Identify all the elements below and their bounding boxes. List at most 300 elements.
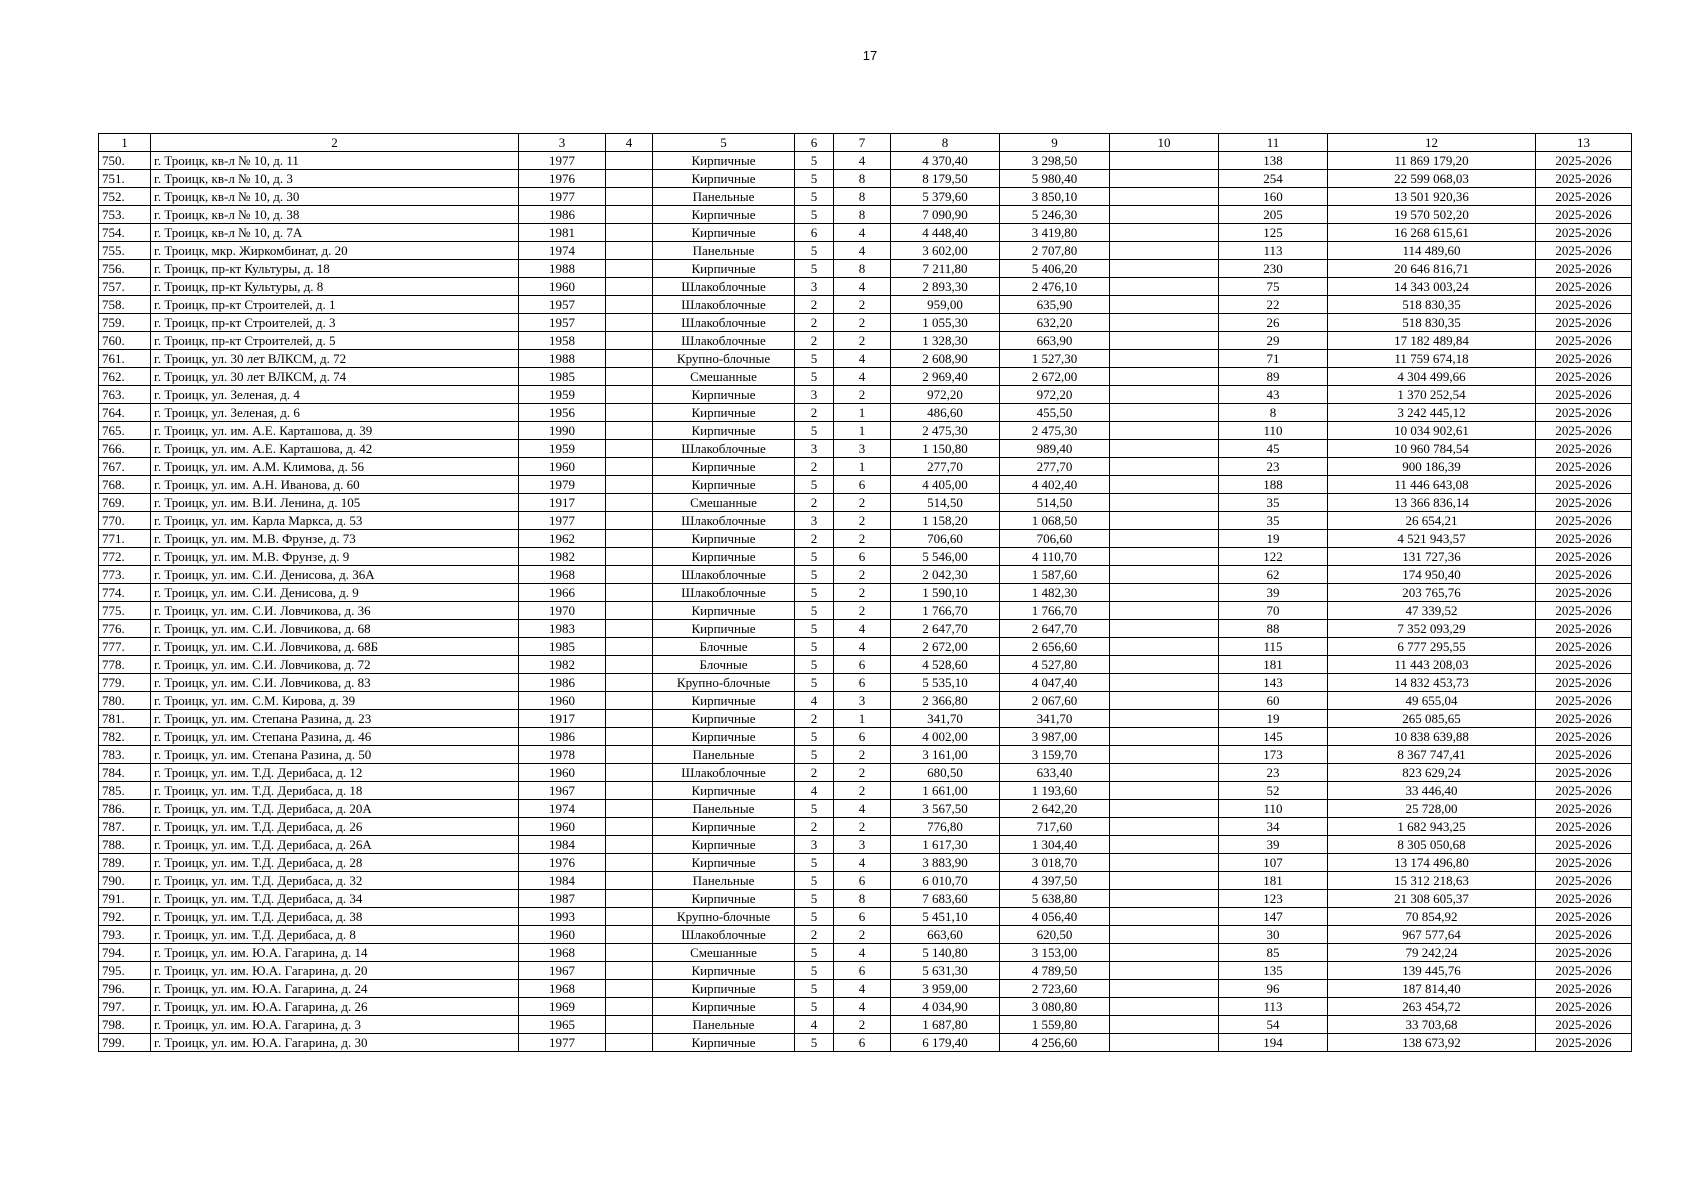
col-4-cell: [606, 494, 653, 512]
wall-material-cell: Шлакоблочные: [653, 314, 795, 332]
cost-cell: 10 960 784,54: [1328, 440, 1536, 458]
living-area-cell: 2 642,20: [1000, 800, 1110, 818]
wall-material-cell: Шлакоблочные: [653, 764, 795, 782]
col-4-cell: [606, 1034, 653, 1052]
floors-cell: 2: [795, 926, 834, 944]
entrances-cell: 2: [834, 746, 891, 764]
table-row: [99, 638, 1632, 656]
table-row: [99, 728, 1632, 746]
wall-material-cell: Панельные: [653, 188, 795, 206]
total-area-cell: 680,50: [891, 764, 1000, 782]
floors-cell: 3: [795, 836, 834, 854]
cost-cell: 21 308 605,37: [1328, 890, 1536, 908]
total-area-cell: 5 535,10: [891, 674, 1000, 692]
cost-cell: 7 352 093,29: [1328, 620, 1536, 638]
year-built-cell: 1960: [519, 818, 606, 836]
total-area-cell: 1 328,30: [891, 332, 1000, 350]
col-4-cell: [606, 386, 653, 404]
col-4-cell: [606, 314, 653, 332]
table-row: [99, 620, 1632, 638]
row-number-cell: 774.: [99, 584, 151, 602]
cost-cell: 11 443 208,03: [1328, 656, 1536, 674]
floors-cell: 5: [795, 962, 834, 980]
year-built-cell: 1974: [519, 242, 606, 260]
address-cell: г. Троицк, пр-кт Строителей, д. 1: [151, 296, 519, 314]
table-row: [99, 152, 1632, 170]
address-cell: г. Троицк, ул. им. А.М. Климова, д. 56: [151, 458, 519, 476]
col-10-cell: [1110, 926, 1219, 944]
residents-cell: 43: [1219, 386, 1328, 404]
cost-cell: 10 838 639,88: [1328, 728, 1536, 746]
living-area-cell: 4 397,50: [1000, 872, 1110, 890]
living-area-cell: 989,40: [1000, 440, 1110, 458]
floors-cell: 5: [795, 908, 834, 926]
residents-cell: 19: [1219, 710, 1328, 728]
row-number-cell: 792.: [99, 908, 151, 926]
wall-material-cell: Кирпичные: [653, 854, 795, 872]
column-header-5: 5: [653, 134, 795, 152]
wall-material-cell: Кирпичные: [653, 962, 795, 980]
floors-cell: 2: [795, 818, 834, 836]
year-built-cell: 1977: [519, 152, 606, 170]
address-cell: г. Троицк, ул. им. Карла Маркса, д. 53: [151, 512, 519, 530]
cost-cell: 33 703,68: [1328, 1016, 1536, 1034]
period-cell: 2025-2026: [1536, 440, 1632, 458]
total-area-cell: 1 687,80: [891, 1016, 1000, 1034]
floors-cell: 3: [795, 386, 834, 404]
residents-cell: 29: [1219, 332, 1328, 350]
living-area-cell: 5 638,80: [1000, 890, 1110, 908]
floors-cell: 2: [795, 458, 834, 476]
residents-cell: 254: [1219, 170, 1328, 188]
residents-cell: 52: [1219, 782, 1328, 800]
residents-cell: 45: [1219, 440, 1328, 458]
total-area-cell: 5 631,30: [891, 962, 1000, 980]
table-row: [99, 692, 1632, 710]
address-cell: г. Троицк, ул. им. Т.Д. Дерибаса, д. 34: [151, 890, 519, 908]
floors-cell: 5: [795, 206, 834, 224]
living-area-cell: 5 980,40: [1000, 170, 1110, 188]
row-number-cell: 775.: [99, 602, 151, 620]
residents-cell: 39: [1219, 584, 1328, 602]
col-10-cell: [1110, 746, 1219, 764]
residents-cell: 113: [1219, 998, 1328, 1016]
address-cell: г. Троицк, ул. им. С.М. Кирова, д. 39: [151, 692, 519, 710]
wall-material-cell: Шлакоблочные: [653, 566, 795, 584]
period-cell: 2025-2026: [1536, 728, 1632, 746]
row-number-cell: 786.: [99, 800, 151, 818]
col-4-cell: [606, 728, 653, 746]
col-10-cell: [1110, 278, 1219, 296]
col-10-cell: [1110, 296, 1219, 314]
total-area-cell: 2 672,00: [891, 638, 1000, 656]
row-number-cell: 770.: [99, 512, 151, 530]
wall-material-cell: Кирпичные: [653, 980, 795, 998]
total-area-cell: 6 179,40: [891, 1034, 1000, 1052]
floors-cell: 2: [795, 764, 834, 782]
wall-material-cell: Кирпичные: [653, 710, 795, 728]
cost-cell: 967 577,64: [1328, 926, 1536, 944]
col-4-cell: [606, 368, 653, 386]
table-row: [99, 458, 1632, 476]
row-number-cell: 761.: [99, 350, 151, 368]
entrances-cell: 2: [834, 764, 891, 782]
floors-cell: 2: [795, 530, 834, 548]
floors-cell: 5: [795, 260, 834, 278]
period-cell: 2025-2026: [1536, 638, 1632, 656]
year-built-cell: 1977: [519, 512, 606, 530]
table-body: [99, 152, 1632, 1052]
living-area-cell: 1 304,40: [1000, 836, 1110, 854]
residents-cell: 70: [1219, 602, 1328, 620]
cost-cell: 8 367 747,41: [1328, 746, 1536, 764]
entrances-cell: 4: [834, 998, 891, 1016]
col-4-cell: [606, 800, 653, 818]
floors-cell: 2: [795, 296, 834, 314]
entrances-cell: 2: [834, 530, 891, 548]
wall-material-cell: Кирпичные: [653, 260, 795, 278]
total-area-cell: 1 617,30: [891, 836, 1000, 854]
year-built-cell: 1956: [519, 404, 606, 422]
floors-cell: 5: [795, 152, 834, 170]
column-header-11: 11: [1219, 134, 1328, 152]
period-cell: 2025-2026: [1536, 386, 1632, 404]
table-row: [99, 1016, 1632, 1034]
col-10-cell: [1110, 512, 1219, 530]
cost-cell: 263 454,72: [1328, 998, 1536, 1016]
period-cell: 2025-2026: [1536, 494, 1632, 512]
col-10-cell: [1110, 260, 1219, 278]
row-number-cell: 782.: [99, 728, 151, 746]
row-number-cell: 788.: [99, 836, 151, 854]
wall-material-cell: Кирпичные: [653, 152, 795, 170]
col-4-cell: [606, 152, 653, 170]
year-built-cell: 1988: [519, 260, 606, 278]
entrances-cell: 1: [834, 458, 891, 476]
address-cell: г. Троицк, ул. им. Ю.А. Гагарина, д. 3: [151, 1016, 519, 1034]
address-cell: г. Троицк, ул. Зеленая, д. 6: [151, 404, 519, 422]
cost-cell: 16 268 615,61: [1328, 224, 1536, 242]
cost-cell: 187 814,40: [1328, 980, 1536, 998]
residents-cell: 23: [1219, 764, 1328, 782]
period-cell: 2025-2026: [1536, 566, 1632, 584]
table-row: [99, 296, 1632, 314]
col-4-cell: [606, 548, 653, 566]
col-10-cell: [1110, 674, 1219, 692]
residents-cell: 96: [1219, 980, 1328, 998]
row-number-cell: 755.: [99, 242, 151, 260]
entrances-cell: 4: [834, 944, 891, 962]
residents-cell: 145: [1219, 728, 1328, 746]
entrances-cell: 2: [834, 512, 891, 530]
cost-cell: 79 242,24: [1328, 944, 1536, 962]
year-built-cell: 1981: [519, 224, 606, 242]
floors-cell: 5: [795, 746, 834, 764]
residents-cell: 115: [1219, 638, 1328, 656]
col-10-cell: [1110, 170, 1219, 188]
col-10-cell: [1110, 728, 1219, 746]
col-4-cell: [606, 692, 653, 710]
floors-cell: 5: [795, 998, 834, 1016]
year-built-cell: 1986: [519, 674, 606, 692]
floors-cell: 3: [795, 278, 834, 296]
column-header-4: 4: [606, 134, 653, 152]
year-built-cell: 1976: [519, 854, 606, 872]
living-area-cell: 2 647,70: [1000, 620, 1110, 638]
table-row: [99, 764, 1632, 782]
entrances-cell: 1: [834, 404, 891, 422]
total-area-cell: 4 405,00: [891, 476, 1000, 494]
col-4-cell: [606, 980, 653, 998]
cost-cell: 6 777 295,55: [1328, 638, 1536, 656]
table-row: [99, 710, 1632, 728]
floors-cell: 5: [795, 872, 834, 890]
col-10-cell: [1110, 548, 1219, 566]
floors-cell: 5: [795, 980, 834, 998]
period-cell: 2025-2026: [1536, 1034, 1632, 1052]
residents-cell: 23: [1219, 458, 1328, 476]
living-area-cell: 635,90: [1000, 296, 1110, 314]
row-number-cell: 753.: [99, 206, 151, 224]
total-area-cell: 1 150,80: [891, 440, 1000, 458]
floors-cell: 4: [795, 1016, 834, 1034]
wall-material-cell: Смешанные: [653, 944, 795, 962]
year-built-cell: 1967: [519, 782, 606, 800]
row-number-cell: 779.: [99, 674, 151, 692]
wall-material-cell: Панельные: [653, 872, 795, 890]
period-cell: 2025-2026: [1536, 836, 1632, 854]
address-cell: г. Троицк, ул. им. Т.Д. Дерибаса, д. 38: [151, 908, 519, 926]
row-number-cell: 767.: [99, 458, 151, 476]
cost-cell: 49 655,04: [1328, 692, 1536, 710]
living-area-cell: 3 987,00: [1000, 728, 1110, 746]
col-10-cell: [1110, 584, 1219, 602]
table-row: [99, 566, 1632, 584]
period-cell: 2025-2026: [1536, 224, 1632, 242]
total-area-cell: 1 661,00: [891, 782, 1000, 800]
wall-material-cell: Панельные: [653, 1016, 795, 1034]
residents-cell: 35: [1219, 512, 1328, 530]
living-area-cell: 717,60: [1000, 818, 1110, 836]
row-number-cell: 759.: [99, 314, 151, 332]
table-row: [99, 170, 1632, 188]
col-4-cell: [606, 944, 653, 962]
entrances-cell: 2: [834, 1016, 891, 1034]
table-row: [99, 386, 1632, 404]
residents-cell: 22: [1219, 296, 1328, 314]
floors-cell: 5: [795, 1034, 834, 1052]
col-4-cell: [606, 350, 653, 368]
total-area-cell: 2 893,30: [891, 278, 1000, 296]
total-area-cell: 3 883,90: [891, 854, 1000, 872]
entrances-cell: 1: [834, 422, 891, 440]
address-cell: г. Троицк, пр-кт Строителей, д. 5: [151, 332, 519, 350]
entrances-cell: 4: [834, 350, 891, 368]
total-area-cell: 514,50: [891, 494, 1000, 512]
period-cell: 2025-2026: [1536, 296, 1632, 314]
col-10-cell: [1110, 386, 1219, 404]
row-number-cell: 771.: [99, 530, 151, 548]
total-area-cell: 7 211,80: [891, 260, 1000, 278]
cost-cell: 19 570 502,20: [1328, 206, 1536, 224]
entrances-cell: 2: [834, 602, 891, 620]
col-10-cell: [1110, 782, 1219, 800]
residents-cell: 89: [1219, 368, 1328, 386]
col-10-cell: [1110, 602, 1219, 620]
col-10-cell: [1110, 638, 1219, 656]
cost-cell: 14 832 453,73: [1328, 674, 1536, 692]
residents-cell: 110: [1219, 422, 1328, 440]
table-row: [99, 476, 1632, 494]
col-4-cell: [606, 404, 653, 422]
col-10-cell: [1110, 224, 1219, 242]
living-area-cell: 3 159,70: [1000, 746, 1110, 764]
year-built-cell: 1982: [519, 548, 606, 566]
col-10-cell: [1110, 980, 1219, 998]
total-area-cell: 5 451,10: [891, 908, 1000, 926]
floors-cell: 5: [795, 602, 834, 620]
col-4-cell: [606, 1016, 653, 1034]
address-cell: г. Троицк, ул. им. С.И. Ловчикова, д. 72: [151, 656, 519, 674]
period-cell: 2025-2026: [1536, 764, 1632, 782]
row-number-cell: 750.: [99, 152, 151, 170]
living-area-cell: 2 067,60: [1000, 692, 1110, 710]
floors-cell: 5: [795, 422, 834, 440]
cost-cell: 114 489,60: [1328, 242, 1536, 260]
wall-material-cell: Кирпичные: [653, 386, 795, 404]
col-10-cell: [1110, 1016, 1219, 1034]
address-cell: г. Троицк, кв-л № 10, д. 7А: [151, 224, 519, 242]
table-row: [99, 782, 1632, 800]
floors-cell: 3: [795, 440, 834, 458]
wall-material-cell: Кирпичные: [653, 404, 795, 422]
col-4-cell: [606, 746, 653, 764]
column-header-6: 6: [795, 134, 834, 152]
cost-cell: 70 854,92: [1328, 908, 1536, 926]
floors-cell: 2: [795, 314, 834, 332]
total-area-cell: 2 647,70: [891, 620, 1000, 638]
year-built-cell: 1966: [519, 584, 606, 602]
row-number-cell: 781.: [99, 710, 151, 728]
residents-cell: 34: [1219, 818, 1328, 836]
living-area-cell: 455,50: [1000, 404, 1110, 422]
address-cell: г. Троицк, пр-кт Строителей, д. 3: [151, 314, 519, 332]
floors-cell: 5: [795, 674, 834, 692]
wall-material-cell: Кирпичные: [653, 206, 795, 224]
floors-cell: 2: [795, 332, 834, 350]
wall-material-cell: Кирпичные: [653, 782, 795, 800]
address-cell: г. Троицк, ул. им. Степана Разина, д. 46: [151, 728, 519, 746]
col-10-cell: [1110, 908, 1219, 926]
cost-cell: 15 312 218,63: [1328, 872, 1536, 890]
floors-cell: 5: [795, 350, 834, 368]
address-cell: г. Троицк, кв-л № 10, д. 38: [151, 206, 519, 224]
address-cell: г. Троицк, ул. им. М.В. Фрунзе, д. 73: [151, 530, 519, 548]
year-built-cell: 1977: [519, 1034, 606, 1052]
year-built-cell: 1967: [519, 962, 606, 980]
col-10-cell: [1110, 458, 1219, 476]
column-header-13: 13: [1536, 134, 1632, 152]
entrances-cell: 4: [834, 152, 891, 170]
year-built-cell: 1985: [519, 638, 606, 656]
col-10-cell: [1110, 188, 1219, 206]
residents-cell: 123: [1219, 890, 1328, 908]
col-4-cell: [606, 962, 653, 980]
row-number-cell: 758.: [99, 296, 151, 314]
cost-cell: 203 765,76: [1328, 584, 1536, 602]
wall-material-cell: Панельные: [653, 242, 795, 260]
column-header-7: 7: [834, 134, 891, 152]
table-row: [99, 440, 1632, 458]
floors-cell: 5: [795, 890, 834, 908]
period-cell: 2025-2026: [1536, 674, 1632, 692]
living-area-cell: 3 850,10: [1000, 188, 1110, 206]
total-area-cell: 2 042,30: [891, 566, 1000, 584]
col-4-cell: [606, 476, 653, 494]
residents-cell: 181: [1219, 656, 1328, 674]
year-built-cell: 1983: [519, 620, 606, 638]
entrances-cell: 2: [834, 782, 891, 800]
col-4-cell: [606, 206, 653, 224]
period-cell: 2025-2026: [1536, 944, 1632, 962]
wall-material-cell: Панельные: [653, 746, 795, 764]
total-area-cell: 3 959,00: [891, 980, 1000, 998]
total-area-cell: 7 090,90: [891, 206, 1000, 224]
table-row: [99, 260, 1632, 278]
residents-cell: 110: [1219, 800, 1328, 818]
address-cell: г. Троицк, ул. им. Т.Д. Дерибаса, д. 28: [151, 854, 519, 872]
living-area-cell: 341,70: [1000, 710, 1110, 728]
period-cell: 2025-2026: [1536, 782, 1632, 800]
wall-material-cell: Шлакоблочные: [653, 296, 795, 314]
residents-cell: 75: [1219, 278, 1328, 296]
floors-cell: 3: [795, 512, 834, 530]
wall-material-cell: Кирпичные: [653, 1034, 795, 1052]
address-cell: г. Троицк, ул. им. С.И. Денисова, д. 9: [151, 584, 519, 602]
residents-cell: 160: [1219, 188, 1328, 206]
entrances-cell: 2: [834, 314, 891, 332]
year-built-cell: 1959: [519, 440, 606, 458]
row-number-cell: 766.: [99, 440, 151, 458]
period-cell: 2025-2026: [1536, 512, 1632, 530]
wall-material-cell: Крупно-блочные: [653, 908, 795, 926]
floors-cell: 5: [795, 368, 834, 386]
table-row: [99, 674, 1632, 692]
total-area-cell: 776,80: [891, 818, 1000, 836]
total-area-cell: 2 475,30: [891, 422, 1000, 440]
col-10-cell: [1110, 656, 1219, 674]
wall-material-cell: Кирпичные: [653, 818, 795, 836]
year-built-cell: 1917: [519, 710, 606, 728]
entrances-cell: 4: [834, 242, 891, 260]
year-built-cell: 1985: [519, 368, 606, 386]
year-built-cell: 1988: [519, 350, 606, 368]
period-cell: 2025-2026: [1536, 188, 1632, 206]
col-4-cell: [606, 818, 653, 836]
residents-cell: 54: [1219, 1016, 1328, 1034]
table-row: [99, 584, 1632, 602]
address-cell: г. Троицк, ул. им. А.Н. Иванова, д. 60: [151, 476, 519, 494]
period-cell: 2025-2026: [1536, 692, 1632, 710]
cost-cell: 139 445,76: [1328, 962, 1536, 980]
col-4-cell: [606, 710, 653, 728]
table-row: [99, 494, 1632, 512]
residents-cell: 138: [1219, 152, 1328, 170]
entrances-cell: 2: [834, 818, 891, 836]
period-cell: 2025-2026: [1536, 548, 1632, 566]
floors-cell: 5: [795, 170, 834, 188]
table-row: [99, 908, 1632, 926]
